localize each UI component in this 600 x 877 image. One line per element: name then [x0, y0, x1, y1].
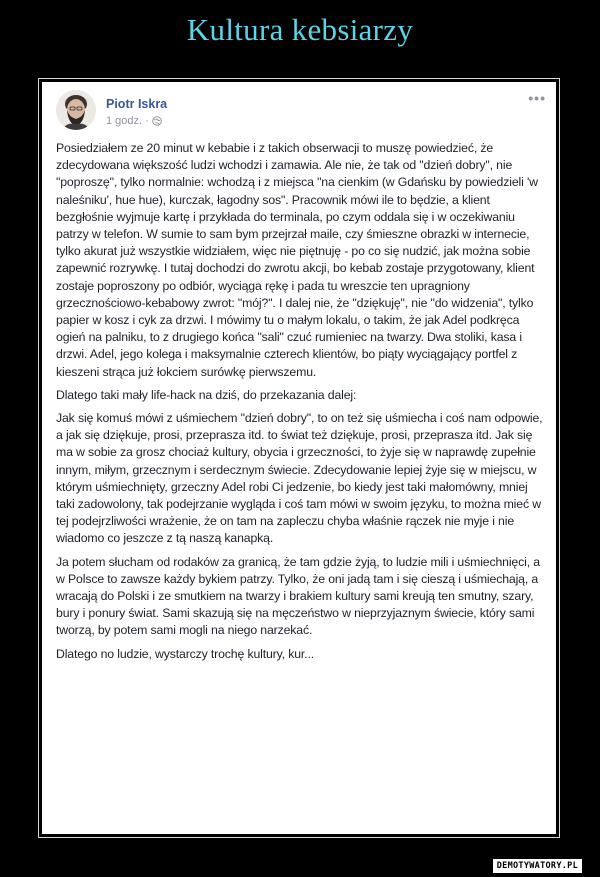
post-time[interactable]: 1 godz. ·: [106, 115, 149, 127]
more-options-icon[interactable]: •••: [528, 90, 546, 106]
avatar-photo: [56, 90, 96, 130]
post-paragraph: Dlatego taki mały life-hack na dziś, do przekazania dalej:: [56, 387, 357, 402]
post-header: [56, 90, 546, 138]
avatar[interactable]: [56, 90, 96, 130]
post-paragraph: Jak się komuś mówi z uśmiechem "dzień dobry", to on też się uśmiecha i coś nam odpowie, a jak się dziękuje, prosi, przeprasza itd. to świat też dziękuje, prosi, przeprasza itd. Jak się ma w sobie za grosz chociaż kultury, obycia i grzeczności, to żyje się w naprawdę zupełnie innym, miłym, grzecznym i serdecznym świecie. Zdecydowanie lepiej żyje się w miejscu, w którym uśmiechnięty, grzeczny Adel robi Ci jedzenie, bo kiedy jest taki małomówny, mniej taki zadowolony, tak podejrzanie wygląda i coś tam mówi w swoim języku, to można mieć w tej podejrzliwości wrażenie, że on tam na zapleczu chyba właśnie rączek nie myje i nie wiadomo co jeszcze z tą naszą kanapką.: [56, 411, 543, 546]
headline: Kultura kebsiarzy: [186, 12, 414, 47]
globe-icon[interactable]: [152, 116, 162, 126]
post-body: [56, 140, 546, 669]
author-name[interactable]: Piotr Iskra: [106, 97, 168, 111]
post-paragraph: Ja potem słucham od rodaków za granicą, że tam gdzie żyją, to ludzie mili i uśmiechnięci, a w Polsce to zawsze każdy bykiem patrzy. Tylko, że oni jadą tam i się cieszą i uśmiechają, a wracają do Polski i ze smutkiem na twarzy i brakiem kultury sami kreują ten smutny, szary, bury i ponury świat. Sami skazują się na męczeństwo w nieprzyjaznym świecie, który sami tworzą, by potem sami mogli na niego narzekać.: [56, 554, 540, 638]
post-paragraph: Dlatego no ludzie, wystarczy trochę kultury, kur...: [56, 646, 314, 661]
site-watermark: DEMOTYWATORY.PL: [493, 859, 582, 873]
demotivator-frame: [38, 78, 560, 838]
post-paragraph: Posiedziałem ze 20 minut w kebabie i z takich obserwacji to muszę powiedzieć, że zdecydowana większość ludzi wchodzi i zamawia. Ale nie, że tak od "dzień dobry", nie "poproszę", tylko normalnie: wchodzą i z miejsca "na cienkim (w Gdańsku by powiedzieli 'w naleśniku', hue hue), kurczak, łagodny sos". Pracownik mówi ile to będzie, a klient bezgłośnie wyjmuje kartę i przykłada do terminala, po czym oddala się i w oczekiwaniu patrzy w telefon. W sumie to sam bym przejrzał maile, czy śmieszne obrazki w internecie, tylko akurat już wszystkie widziałem, więc nie piętnuję - po co się nudzić, jak można sobie zapewnić rozrywkę. I tutaj dochodzi do zwrotu akcji, bo kebab zostaje przygotowany, klient zostaje poproszony po odbiór, wyciąga rękę i pada tu wreszcie ten upragniony grzecznościowo-kebabowy zwrot: "mój?". I dalej nie, że "dziękuję", nie "do widzenia", tylko papier w kosz i cyk za drzwi. I mówimy tu o małym lokalu, o takim, że jak Adel podkręca ogień na palniku, to z drugiego końca "sali" czuć rumieniec na twarzy. Dwa stoliki, kasa i drzwi. Adel, jego kolega i maksymalnie czterech klientów, bo piąty wyciągający portfel z kieszeni strąca już łokciem surówkę pierwszemu.: [56, 141, 538, 379]
facebook-post-card: [42, 82, 556, 834]
post-meta: [106, 115, 162, 127]
